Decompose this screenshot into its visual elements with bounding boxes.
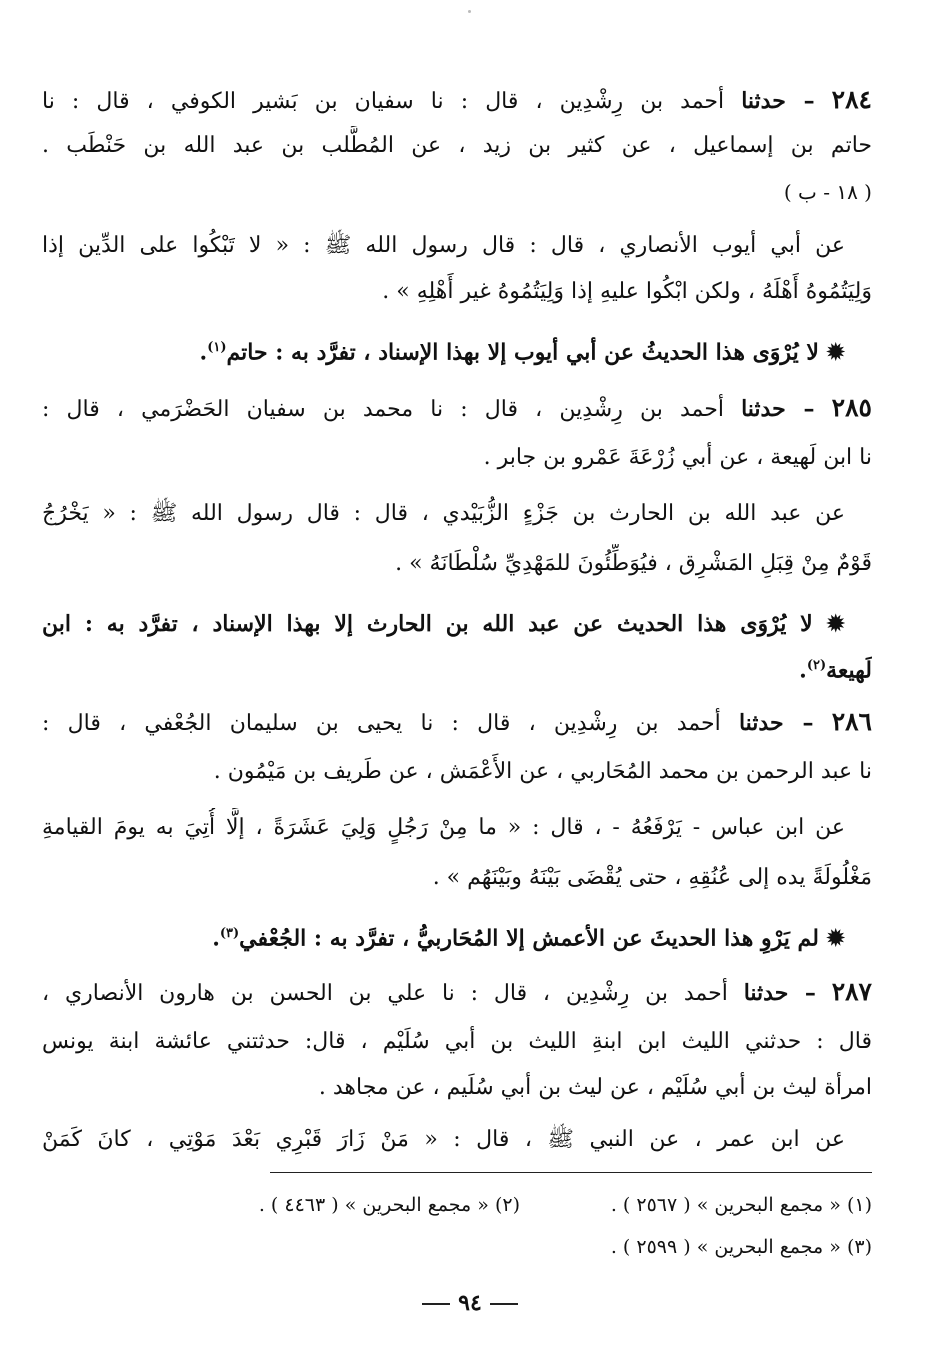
isnad-text: أحمد بن رِشْدِين ، قال : نا علي بن الحسن بن هارون الأنصاري ، bbox=[42, 981, 728, 1006]
isnad-text: أحمد بن رِشْدِين ، قال : نا محمد بن سفيان الحَضْرَمي ، قال : bbox=[42, 397, 724, 422]
hadith-286-note: ✹ لم يَرْوِ هذا الحديثَ عن الأعمش إلا المُحَاربيُّ ، تفرَّد به : الجُعْفي$^{(٣)}$. bbox=[212, 925, 845, 952]
hadith-lead: حدثنا bbox=[741, 396, 786, 422]
page-number-value: ٩٤ bbox=[458, 1290, 482, 1316]
hadith-284-line-2: حاتم بن إسماعيل ، عن كثير بن زيد ، عن المُطَّلب بن عبد الله بن حَنْطَب . bbox=[42, 133, 872, 158]
hadith-284-matn-2: وَلِيَتُمُوهُ أَهْلَهُ ، ولكن ابْكُوا عليهِ إذا وَلِيَتُمُوهُ غير أَهْلِهِ » . bbox=[382, 279, 872, 304]
note-text: ✹ لم يَرْوِ هذا الحديثَ عن الأعمش إلا المُحَاربيُّ ، تفرَّد به : الجُعْفي bbox=[239, 925, 845, 952]
isnad-text: أحمد بن رِشْدِين ، قال : نا يحيى بن سليمان الجُعْفي ، قال : bbox=[42, 711, 721, 736]
scan-speck bbox=[468, 10, 471, 13]
footnote-ref: (١) bbox=[207, 340, 227, 355]
hadith-number: ٢٨٦ bbox=[831, 707, 872, 736]
note-text: ✹ لا يُرْوَى هذا الحديثُ عن أبي أيوب إلا بهذا الإسناد ، تفرَّد به : حاتم bbox=[226, 339, 845, 366]
hadith-number: ٢٨٧ bbox=[831, 977, 872, 1006]
hadith-287-line-2: قال : حدثني الليث ابن ابنةِ الليث بن أبي سُلَيْم ، قال: حدثتني عائشة ابنة يونس bbox=[42, 1029, 872, 1054]
hadith-284-note: ✹ لا يُرْوَى هذا الحديثُ عن أبي أيوب إلا بهذا الإسناد ، تفرَّد به : حاتم$^{(١)}$. bbox=[199, 339, 845, 366]
hadith-285-matn-2: قَوْمٌ مِنْ قِبَلِ المَشْرِق ، فيُوَطِّئُونَ للمَهْدِيِّ سُلْطَانَهُ » . bbox=[395, 551, 872, 576]
footnote-ref: (٣) bbox=[219, 926, 240, 941]
hadith-285-line-1: ٢٨٥ – حدثنا أحمد بن رِشْدِين ، قال : نا محمد بن سفيان الحَضْرَمي ، قال : bbox=[42, 393, 872, 422]
footnote-1: (١) « مجمع البحرين » ( ٢٥٦٧ ) . bbox=[610, 1194, 872, 1216]
hadith-285-note-1: ✹ لا يُرْوَى هذا الحديث عن عبد الله بن الحارث إلا بهذا الإسناد ، تفرَّد به : ابن bbox=[42, 611, 845, 637]
hadith-286-line-2: نا عبد الرحمن بن محمد المُحَاربي ، عن الأَعْمَش ، عن طَريف بن مَيْمُون . bbox=[213, 759, 872, 784]
hadith-number: ٢٨٥ bbox=[831, 393, 872, 422]
manuscript-folio-ref: ( ١٨ - ب ) bbox=[783, 180, 872, 204]
hadith-lead: حدثنا bbox=[738, 710, 784, 736]
hadith-286-matn-1: عن ابن عباس - يَرْفَعُهُ - ، قال : « ما مِنْ رَجُلٍ وَلِيَ عَشَرَةً ، إلَّا أُتِيَ به يومَ القيامةِ bbox=[42, 815, 845, 840]
footnote-separator bbox=[270, 1172, 872, 1173]
footnote-ref: (٢) bbox=[806, 658, 827, 673]
footnote-2: (٢) « مجمع البحرين » ( ٤٤٦٣ ) . bbox=[258, 1194, 520, 1216]
page-number bbox=[0, 1290, 940, 1316]
hadith-285-line-2: نا ابن لَهيعة ، عن أبي زُرْعَةَ عَمْرو بن جابر . bbox=[483, 445, 872, 470]
hadith-number: ٢٨٤ bbox=[831, 85, 872, 114]
hadith-287-matn-1: عن ابن عمر ، عن النبي ﷺ ، قال : « مَنْ زَارَ قَبْرِي بَعْدَ مَوْتِي ، كانَ كَمَنْ bbox=[42, 1127, 845, 1152]
footnote-3: (٣) « مجمع البحرين » ( ٢٥٩٩ ) . bbox=[610, 1236, 872, 1258]
hadith-lead: حدثنا bbox=[741, 88, 786, 114]
hadith-285-matn-1: عن عبد الله بن الحارث بن جَزْءٍ الزُّبَيْدي ، قال : قال رسول الله ﷺ : « يَخْرُجُ bbox=[42, 501, 845, 526]
hadith-287-line-1: ٢٨٧ – حدثنا أحمد بن رِشْدِين ، قال : نا علي بن الحسن بن هارون الأنصاري ، bbox=[42, 977, 872, 1006]
hadith-286-line-1: ٢٨٦ – حدثنا أحمد بن رِشْدِين ، قال : نا يحيى بن سليمان الجُعْفي ، قال : bbox=[42, 707, 872, 736]
hadith-284-line-1: ٢٨٤ – حدثنا أحمد بن رِشْدِين ، قال : نا سفيان بن بَشير الكوفي ، قال : نا bbox=[42, 85, 872, 114]
note-text: لَهيعة bbox=[826, 657, 872, 684]
hadith-286-matn-2: مَغْلُولَةً يده إلى عُنُقِهِ ، حتى يُقْضَى بَيْنَهُ وبَيْنَهُم » . bbox=[432, 865, 872, 890]
isnad-text: أحمد بن رِشْدِين ، قال : نا سفيان بن بَشير الكوفي ، قال : نا bbox=[42, 89, 725, 114]
hadith-285-note-2: لَهيعة$^{(٢)}$. bbox=[799, 657, 872, 684]
hadith-lead: حدثنا bbox=[743, 980, 789, 1006]
hadith-287-line-3: امرأة ليث بن أبي سُلَيْم ، عن ليث بن أبي سُلَيم ، عن مجاهد . bbox=[318, 1075, 872, 1100]
hadith-284-matn-1: عن أبي أيوب الأنصاري ، قال : قال رسول الله ﷺ : « لا تَبْكُوا على الدِّين إذا bbox=[42, 233, 845, 258]
